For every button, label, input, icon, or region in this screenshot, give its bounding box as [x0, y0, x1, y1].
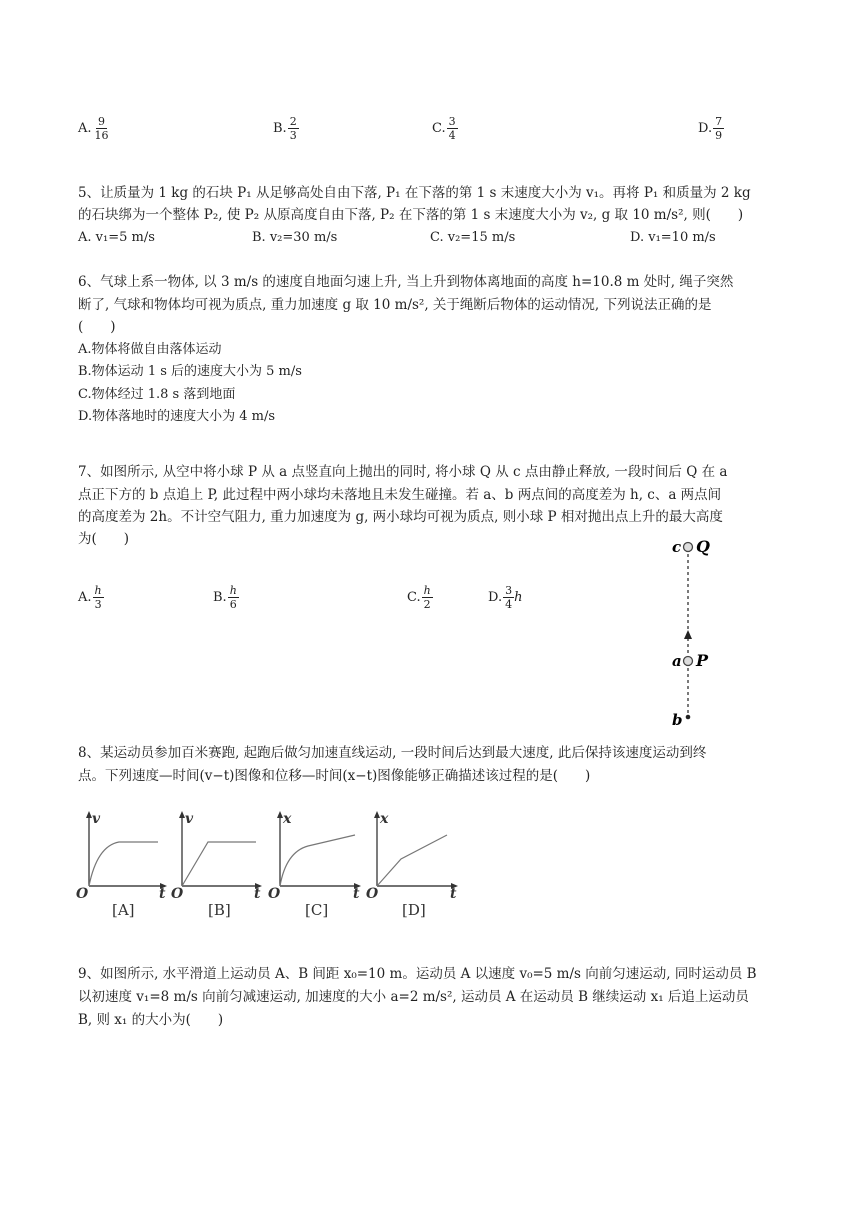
q4-option-c: C. $\frac{3}{4}$ [432, 115, 456, 142]
graph-b-origin: O [171, 886, 184, 902]
q6-stem-line3: ( ) [78, 319, 116, 335]
q6-option-b: B.物体运动 1 s 后的速度大小为 5 m/s [78, 364, 302, 379]
q9-stem-line2: 以初速度 v₁=8 m/s 向前匀减速运动, 加速度的大小 a=2 m/s², 运动员 A 在运动员 B 继续运动 x₁ 后追上运动员 [78, 989, 749, 1005]
label-q: Q [696, 537, 710, 556]
q6-option-c: C.物体经过 1.8 s 落到地面 [78, 387, 236, 402]
q8-stem-line1: 8、某运动员参加百米赛跑, 起跑后做匀加速直线运动, 一段时间后达到最大速度, 此后保持该速度运动到终 [78, 745, 707, 761]
ball-p [684, 657, 693, 666]
graph-c-origin: O [268, 886, 281, 902]
label-a: a [672, 652, 682, 670]
q4-option-b: B. $\frac{2}{3}$ [273, 115, 297, 142]
q7-option-d: D. $\frac{3}{4}$ h [488, 584, 523, 611]
q6-stem-line2: 断了, 气球和物体均可视为质点, 重力加速度 g 取 10 m/s², 关于绳断后物体的运动情况, 下列说法正确的是 [78, 297, 712, 313]
graph-d-y-label: x [380, 811, 389, 827]
q7-stem-line1: 7、如图所示, 从空中将小球 P 从 a 点竖直向上抛出的同时, 将小球 Q 从 c 点由静止释放, 一段时间后 Q 在 a [78, 464, 728, 480]
graph-c-curve [280, 835, 355, 886]
q7-option-a: A. $\frac{h}{3}$ [78, 584, 102, 611]
q5-option-d: D. v₁=10 m/s [630, 230, 716, 245]
q6-stem-line1: 6、气球上系一物体, 以 3 m/s 的速度自地面匀速上升, 当上升到物体离地面的高度 h=10.8 m 处时, 绳子突然 [78, 274, 734, 290]
q8-graphs [72, 808, 472, 923]
graph-a-origin: O [76, 886, 89, 902]
graph-d-x-label: t [450, 886, 457, 902]
graph-b-label: [B] [208, 901, 231, 919]
q5-option-a: A. v₁=5 m/s [78, 230, 155, 245]
label-p: P [696, 651, 709, 670]
q4-option-d: D. $\frac{7}{9}$ [698, 115, 723, 142]
graph-d-curve [377, 835, 447, 886]
q7-figure [660, 535, 740, 730]
q5-option-b: B. v₂=30 m/s [252, 230, 338, 245]
q9-stem-line1: 9、如图所示, 水平滑道上运动员 A、B 间距 x₀=10 m。运动员 A 以速度 v₀=5 m/s 向前匀速运动, 同时运动员 B [78, 966, 757, 982]
graph-d-label: [D] [402, 901, 426, 919]
q6-option-a: A.物体将做自由落体运动 [78, 342, 222, 357]
q7-stem-line4: 为( ) [78, 531, 130, 547]
graph-b-y-label: v [185, 811, 194, 827]
graph-a-x-label: t [159, 886, 166, 902]
graph-d-origin: O [366, 886, 379, 902]
q7-option-c: C. $\frac{h}{2}$ [407, 584, 431, 611]
graph-a-y-label: v [92, 811, 101, 827]
graph-c-x-label: t [353, 886, 360, 902]
ball-q [684, 543, 693, 552]
point-b [686, 715, 691, 720]
arrow-up-icon [684, 630, 692, 639]
label-c: c [672, 538, 682, 556]
q5-option-c: C. v₂=15 m/s [430, 230, 516, 245]
graph-c-y-label: x [283, 811, 292, 827]
q4-option-a: A. $\frac{9}{16}$ [78, 115, 109, 142]
label-b: b [672, 711, 683, 729]
q5-stem-line1: 5、让质量为 1 kg 的石块 P₁ 从足够高处自由下落, P₁ 在下落的第 1 s 末速度大小为 v₁。再将 P₁ 和质量为 2 kg [78, 185, 751, 201]
graph-b-curve [182, 842, 256, 886]
q9-stem-line3: B, 则 x₁ 的大小为( ) [78, 1012, 224, 1028]
graph-a-label: [A] [112, 901, 135, 919]
q8-stem-line2: 点。下列速度—时间(v−t)图像和位移—时间(x−t)图像能够正确描述该过程的是( ) [78, 768, 591, 784]
graph-c-label: [C] [305, 901, 329, 919]
q7-stem-line2: 点正下方的 b 点追上 P, 此过程中两小球均未落地且未发生碰撞。若 a、b 两点间的高度差为 h, c、a 两点间 [78, 487, 722, 503]
q7-stem-line3: 的高度差为 2h。不计空气阻力, 重力加速度为 g, 两小球均可视为质点, 则小球 P 相对抛出点上升的最大高度 [78, 509, 723, 525]
graph-b-x-label: t [254, 886, 261, 902]
q7-option-b: B. $\frac{h}{6}$ [213, 584, 237, 611]
q6-option-d: D.物体落地时的速度大小为 4 m/s [78, 409, 276, 424]
q5-stem-line2: 的石块绑为一个整体 P₂, 使 P₂ 从原高度自由下落, P₂ 在下落的第 1 s 末速度大小为 v₂, g 取 10 m/s², 则( ) [78, 207, 744, 223]
graph-a-curve [89, 842, 158, 886]
